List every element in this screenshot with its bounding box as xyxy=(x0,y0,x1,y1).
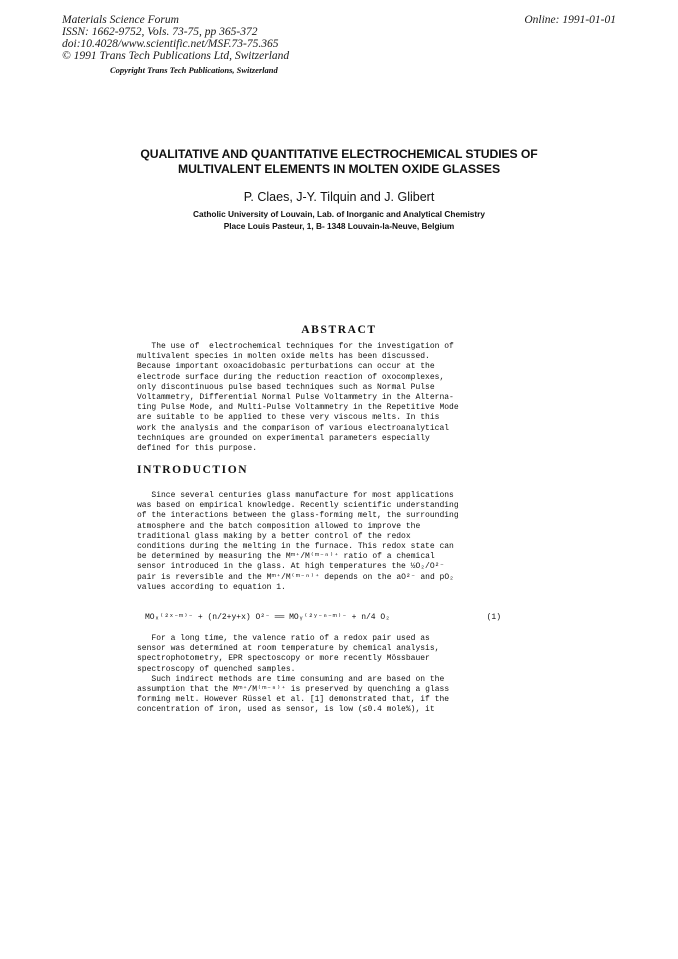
text-line: For a long time, the valence ratio of a redox pair used as xyxy=(137,634,430,643)
authors: P. Claes, J-Y. Tilquin and J. Glibert xyxy=(243,190,435,204)
equation-number: (1) xyxy=(486,613,501,622)
equation-1 xyxy=(145,613,501,623)
text-line: spectrophotometry, EPR spectoscopy or more recently Mössbauer xyxy=(137,654,430,664)
text-line: electrode surface during the reduction reaction of oxocomplexes, xyxy=(137,372,445,382)
text-line: be determined by measuring the Mᵐ⁺/M⁽ᵐ⁻ⁿ⁾⁺ ratio of a chemical xyxy=(137,552,435,562)
text-line: defined for this purpose. xyxy=(137,444,258,454)
publisher-line: © 1991 Trans Tech Publications Ltd, Switzerland xyxy=(62,50,290,62)
text-line: only discontinuous pulse based techniques such as Normal Pulse xyxy=(137,382,435,392)
abstract-heading: ABSTRACT xyxy=(301,324,377,336)
text-line: pair is reversible and the Mᵐ⁺/M⁽ᵐ⁻ⁿ⁾⁺ depends on the aO²⁻ and pO₂ xyxy=(137,572,454,582)
paper-title xyxy=(100,147,578,177)
text-line: Such indirect methods are time consuming and are based on the xyxy=(137,674,445,684)
introduction-heading: INTRODUCTION xyxy=(137,464,249,476)
online-date: Online: 1991-01-01 xyxy=(524,14,616,26)
copyright-notice: Copyright Trans Tech Publications, Switzerland xyxy=(110,65,278,75)
text-line: Since several centuries glass manufacture for most applications xyxy=(137,491,454,500)
text-line: spectroscopy of quenched samples. xyxy=(137,664,296,674)
issn-line: ISSN: 1662-9752, Vols. 73-75, pp 365-372 xyxy=(62,26,258,38)
journal-name: Materials Science Forum xyxy=(62,14,179,26)
introduction-paragraph-2 xyxy=(137,634,509,716)
text-line: of the interactions between the glass-forming melt, the surrounding xyxy=(137,511,459,521)
text-line: multivalent species in molten oxide melts has been discussed. xyxy=(137,352,430,362)
affiliation-line-2: Place Louis Pasteur, 1, B- 1348 Louvain-la-Neuve, Belgium xyxy=(223,220,455,231)
text-line: conditions during the melting in the furnace. This redox state can xyxy=(137,542,454,552)
text-line: techniques are grounded on experimental parameters especially xyxy=(137,433,430,443)
text-line: are suitable to be applied to these very viscous melts. In this xyxy=(137,413,440,423)
text-line: ting Pulse Mode, and Multi-Pulse Voltammetry in the Repetitive Mode xyxy=(137,403,459,413)
text-line: was based on empirical knowledge. Recently scientific understanding xyxy=(137,501,459,511)
publication-metadata xyxy=(62,14,289,62)
text-line: sensor introduced in the glass. At high temperatures the ½O₂/O²⁻ xyxy=(137,562,445,572)
text-line: sensor was determined at room temperature by chemical analysis, xyxy=(137,644,440,654)
text-line: traditional glass making by a better control of the redox xyxy=(137,531,411,541)
text-line: values according to equation 1. xyxy=(137,582,286,592)
text-line: atmosphere and the batch composition allowed to improve the xyxy=(137,521,421,531)
text-line: work the analysis and the comparison of various electroanalytical xyxy=(137,423,450,433)
affiliation-line-1: Catholic University of Louvain, Lab. of Inorganic and Analytical Chemistry xyxy=(193,209,485,219)
title-line-1: QUALITATIVE AND QUANTITATIVE ELECTROCHEMICAL STUDIES OF xyxy=(140,147,538,161)
text-line: Voltammetry, Differential Normal Pulse Voltammetry in the Alterna- xyxy=(137,393,454,403)
text-line: The use of electrochemical techniques for the investigation of xyxy=(137,342,454,351)
affiliation xyxy=(100,209,578,232)
equation-expression: MOₓ⁽²ˣ⁻ᵐ⁾⁻ + (n/2+y+x) O²⁻ ══ MOᵧ⁽²ʸ⁻ⁿ⁻ᵐ⁾⁻ + n/4 O₂ xyxy=(145,613,390,622)
text-line: concentration of iron, used as sensor, is low (≤0.4 mole%), it xyxy=(137,705,435,715)
title-line-2: MULTIVALENT ELEMENTS IN MOLTEN OXIDE GLASSES xyxy=(178,162,500,176)
text-line: Because important oxoacidobasic perturbations can occur at the xyxy=(137,362,435,372)
introduction-paragraph-1 xyxy=(137,491,509,593)
abstract-body xyxy=(137,342,509,454)
text-line: assumption that the Mᵐ⁺/M⁽ᵐ⁻ⁿ⁾⁺ is preserved by quenching a glass xyxy=(137,685,450,695)
text-line: forming melt. However Rüssel et al. [1] demonstrated that, if the xyxy=(137,695,450,705)
doi-line: doi:10.4028/www.scientific.net/MSF.73-75.365 xyxy=(62,38,279,50)
